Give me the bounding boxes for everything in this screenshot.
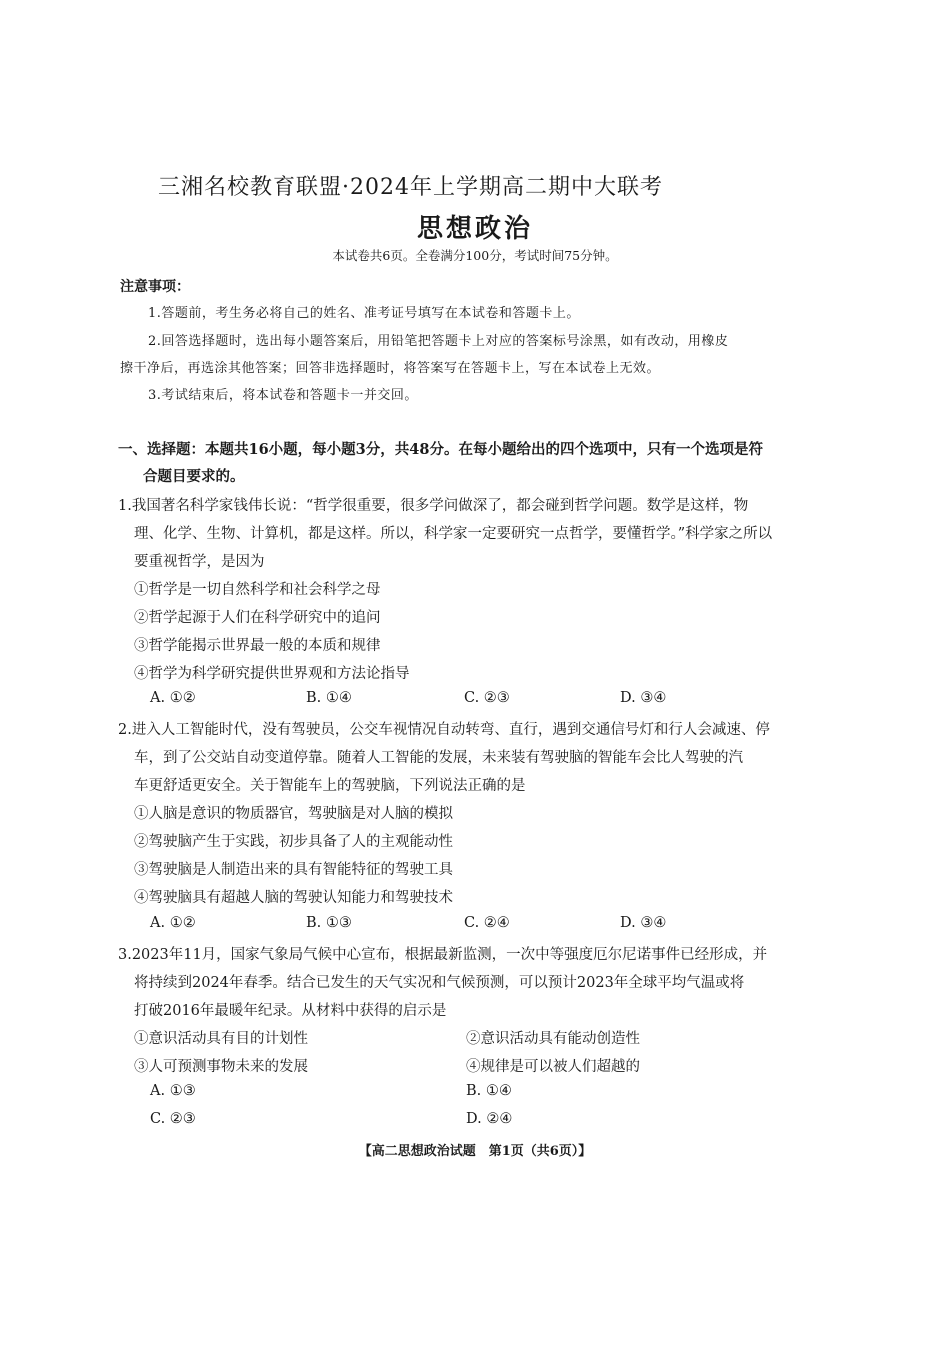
q1-option-c: C. ②③	[464, 690, 510, 706]
q3-stem-cont: 将持续到2024年春季。结合已发生的天气实况和气候预测，可以预计2023年全球平均气温或将	[134, 975, 745, 991]
q3-stem-cont: 打破2016年最暖年纪录。从材料中获得的启示是	[134, 1003, 447, 1019]
q3-option-c: C. ②③	[150, 1111, 196, 1127]
q1-option-d: D. ③④	[620, 690, 667, 706]
notice-item-1: 1.答题前，考生务必将自己的姓名、准考证号填写在本试卷和答题卡上。	[148, 306, 580, 321]
q2-statement: ②驾驶脑产生于实践，初步具备了人的主观能动性	[134, 834, 453, 850]
footer-label: 【高二思想政治试题 第1页（共6页）】	[358, 1144, 592, 1159]
q3-option-d: D. ②④	[466, 1111, 513, 1127]
q1-stem-cont: 要重视哲学，是因为	[134, 554, 265, 570]
q1-statement: ③哲学能揭示世界最一般的本质和规律	[134, 638, 381, 654]
q1-option-b: B. ①④	[306, 690, 352, 706]
q2-option-b: B. ①③	[306, 915, 352, 931]
section-heading-cont: 合题目要求的。	[143, 468, 245, 485]
notice-item-2: 2.回答选择题时，选出每小题答案后，用铅笔把答题卡上对应的答案标号涂黑，如有改动，用橡皮	[148, 334, 729, 349]
section-heading: 一、选择题：本题共16小题，每小题3分，共48分。在每小题给出的四个选项中，只有一个选项是符	[118, 441, 763, 458]
q3-statement: ①意识活动具有目的计划性	[134, 1031, 308, 1047]
q2-option-d: D. ③④	[620, 915, 667, 931]
exam-info: 本试卷共6页。全卷满分100分，考试时间75分钟。	[332, 248, 618, 263]
q1-option-a: A. ①②	[150, 690, 196, 706]
q1-statement: ④哲学为科学研究提供世界观和方法论指导	[134, 666, 410, 682]
q2-option-c: C. ②④	[464, 915, 510, 931]
q2-option-a: A. ①②	[150, 915, 196, 931]
q2-statement: ①人脑是意识的物质器官，驾驶脑是对人脑的模拟	[134, 806, 453, 822]
q2-stem-cont: 车，到了公交站自动变道停靠。随着人工智能的发展，未来装有驾驶脑的智能车会比人驾驶的汽	[134, 750, 743, 766]
q2-stem-cont: 车更舒适更安全。关于智能车上的驾驶脑，下列说法正确的是	[134, 778, 526, 794]
q3-statement: ④规律是可以被人们超越的	[466, 1059, 640, 1075]
q1-stem: 1.我国著名科学家钱伟长说：“哲学很重要，很多学问做深了，都会碰到哲学问题。数学是这样，物	[118, 498, 749, 514]
q3-stem: 3.2023年11月，国家气象局气候中心宣布，根据最新监测，一次中等强度厄尔尼诺事件已经形成，并	[118, 947, 768, 963]
q2-statement: ④驾驶脑具有超越人脑的驾驶认知能力和驾驶技术	[134, 890, 453, 906]
notice-title: 注意事项：	[120, 279, 190, 295]
notice-item-3: 3.考试结束后，将本试卷和答题卡一并交回。	[148, 388, 418, 403]
q2-statement: ③驾驶脑是人制造出来的具有智能特征的驾驶工具	[134, 862, 453, 878]
q3-statement: ②意识活动具有能动创造性	[466, 1031, 640, 1047]
q3-option-b: B. ①④	[466, 1083, 512, 1099]
notice-item-2-cont: 擦干净后，再选涂其他答案；回答非选择题时，将答案写在答题卡上，写在本试卷上无效。	[120, 361, 661, 376]
q1-statement: ①哲学是一切自然科学和社会科学之母	[134, 582, 381, 598]
q3-statement: ③人可预测事物未来的发展	[134, 1059, 308, 1075]
exam-title: 三湘名校教育联盟·2024年上学期高二期中大联考	[158, 175, 663, 200]
q1-stem-cont: 理、化学、生物、计算机，都是这样。所以，科学家一定要研究一点哲学，要懂哲学。”科学家之所以	[134, 526, 773, 542]
q3-option-a: A. ①③	[150, 1083, 196, 1099]
subject-title: 思想政治	[416, 214, 533, 244]
q1-statement: ②哲学起源于人们在科学研究中的追问	[134, 610, 381, 626]
q2-stem: 2.进入人工智能时代，没有驾驶员，公交车视情况自动转弯、直行，遇到交通信号灯和行人会减速、停	[118, 722, 770, 738]
page-footer	[0, 1140, 950, 1159]
